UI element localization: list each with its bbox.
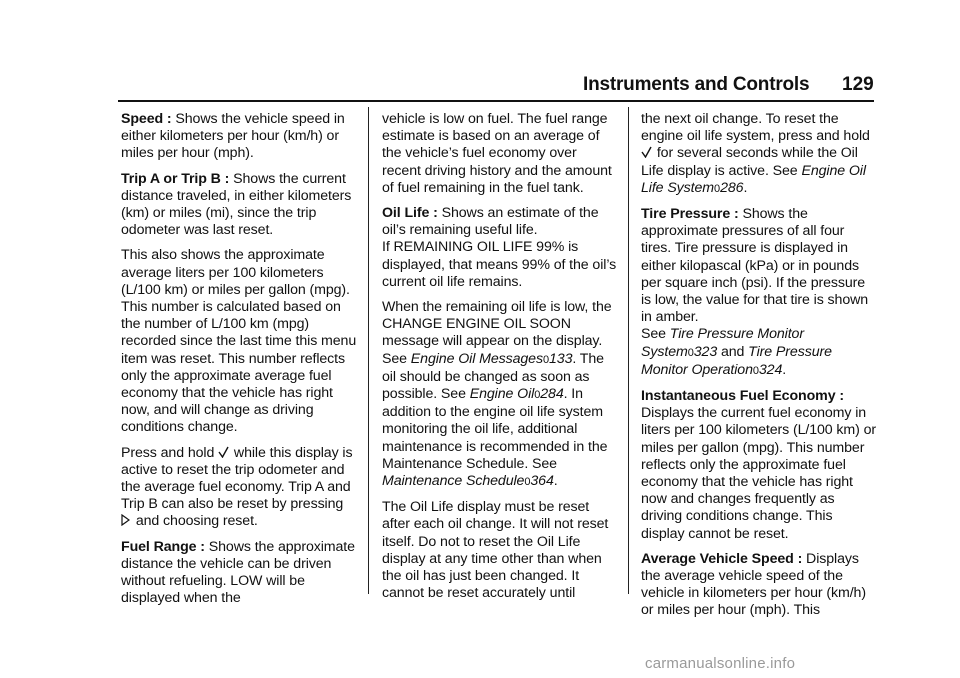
term-oil-life: Oil Life : (382, 205, 438, 222)
header-rule (118, 100, 874, 102)
page-ref-arrow: 0 (714, 182, 721, 195)
page-ref-arrow: 0 (524, 476, 531, 489)
page-ref-arrow: 0 (534, 389, 541, 402)
page-ref-133[interactable]: 133 (549, 350, 573, 367)
text-fuel-range: Shows the approximate distance the vehicle can be driven without refueling. LOW will be displayed when the (121, 538, 355, 607)
page-ref-324[interactable]: 324 (758, 361, 783, 378)
column-1 (121, 111, 357, 607)
paragraph-average: This also shows the approximate average liters per 100 kilometers (L/100 km) or miles per gallon (mpg). This number is calculated based on the number of L/100 km (mpg) recorded since the last time this menu item was reset. This number reflects only the approximate average fuel economy that the vehicle has right now, and will change as driving conditions change. (121, 247, 357, 436)
paragraph-oil-life: Oil Life : Shows an estimate of the oil’s remaining useful life. (382, 205, 599, 239)
text-speed: Shows the vehicle speed in either kilometers per hour (km/h) or miles per hour (mph). (121, 111, 345, 162)
term-average-vehicle-speed: Average Vehicle Speed : (641, 550, 803, 567)
text-trip: Shows the current distance traveled, in either kilometers (km) or miles (mi), since the trip odometer was last reset. (121, 170, 352, 239)
paragraph-tire-pressure: Tire Pressure : Shows the approximate pressures of all four tires. Tire pressure is displayed in either kilopascal (kPa) or in pounds per square inch (psi). If the pressure is low, the value for that tire is shown in amber. See Tire Pressure Monitor System0323 and Tire Pressure Monitor Operation0324. (641, 206, 869, 378)
page-ref-364[interactable]: 364 (530, 473, 554, 490)
page-ref-284[interactable]: 284 (540, 386, 564, 403)
paragraph-oil-low: When the remaining oil life is low, the CHANGE ENGINE OIL SOON message will appear on the display. See Engine Oil Messages0133. The oil should be changed as soon as possible. See Engine Oil0284. In addition to the engine oil life system monitoring the oil life, additional maintenance is recommended in the Maintenance Schedule. See Maintenance Schedule0364. (382, 299, 612, 490)
checkmark-icon (641, 146, 652, 158)
column-divider-1 (368, 107, 369, 594)
term-tire-pressure: Tire Pressure : (641, 206, 739, 223)
term-trip: Trip A or Trip B : (121, 170, 230, 187)
triangle-right-icon (121, 514, 130, 526)
paragraph-trip (121, 171, 357, 240)
paragraph-oil-99: If REMAINING OIL LIFE 99% is displayed, that means 99% of the oil’s current oil life remains. (382, 239, 617, 290)
column-3 (641, 111, 877, 620)
paragraph-press-hold: Press and hold while this display is active to reset the trip odometer and the average fuel economy. Trip A and Trip B can also be reset by pressing and choosing reset. (121, 444, 353, 530)
paragraph-reset: The Oil Life display must be reset after each oil change. It will not reset itself. Do not to reset the Oil Life display at any time other than when the oil has just been changed. It cannot be reset accurately until (382, 499, 609, 602)
link-engine-oil-messages[interactable]: Engine Oil Messages (410, 350, 543, 367)
link-engine-oil-life-system[interactable]: Engine Oil Life System (641, 162, 866, 196)
paragraph-instantaneous: Instantaneous Fuel Economy : Displays the current fuel economy in liters per 100 kilometers (L/100 km) or miles per gallon (mpg). This number reflects only the approximate fuel economy that the vehicle has right now and changes frequently as driving conditions change. This display cannot be reset. (641, 388, 877, 542)
page-number: 129 (842, 74, 874, 95)
page-ref-323[interactable]: 323 (693, 343, 718, 360)
term-speed: Speed : (121, 111, 172, 127)
paragraph-reset-cont: the next oil change. To reset the engine oil life system, press and hold for several seconds while the Oil Life display is active. See Engine Oil Life System0286. (641, 111, 870, 196)
link-maintenance-schedule[interactable]: Maintenance Schedule (382, 473, 525, 490)
page-ref-arrow: 0 (542, 353, 549, 366)
page-header (0, 74, 960, 98)
page-title: Instruments and Controls (583, 74, 810, 95)
link-tire-pressure-monitor-system[interactable]: Tire Pressure Monitor System (641, 326, 804, 360)
page-ref-286[interactable]: 286 (720, 179, 744, 196)
checkmark-icon (218, 446, 229, 458)
paragraph-fuel-range (121, 539, 357, 608)
page-ref-arrow: 0 (752, 364, 759, 377)
page-ref-arrow: 0 (687, 346, 694, 359)
term-fuel-range: Fuel Range : (121, 538, 205, 555)
link-tire-pressure-monitor-operation[interactable]: Tire Pressure Monitor Operation (641, 343, 832, 378)
paragraph-fuel-cont: vehicle is low on fuel. The fuel range estimate is based on an average of the vehicle’s fuel economy over recent driving history and the amount of fuel remaining in the fuel tank. (382, 111, 612, 196)
watermark: carmanualsonline.info (645, 655, 796, 672)
paragraph-average-speed: Average Vehicle Speed : Displays the average vehicle speed of the vehicle in kilometers per hour (km/h) or miles per hour (mph). This (641, 550, 866, 619)
paragraph-speed (121, 111, 357, 163)
term-instantaneous-fuel-economy: Instantaneous Fuel Economy : (641, 388, 844, 405)
column-2 (382, 111, 618, 602)
column-divider-2 (628, 107, 629, 594)
link-engine-oil[interactable]: Engine Oil (469, 386, 535, 403)
